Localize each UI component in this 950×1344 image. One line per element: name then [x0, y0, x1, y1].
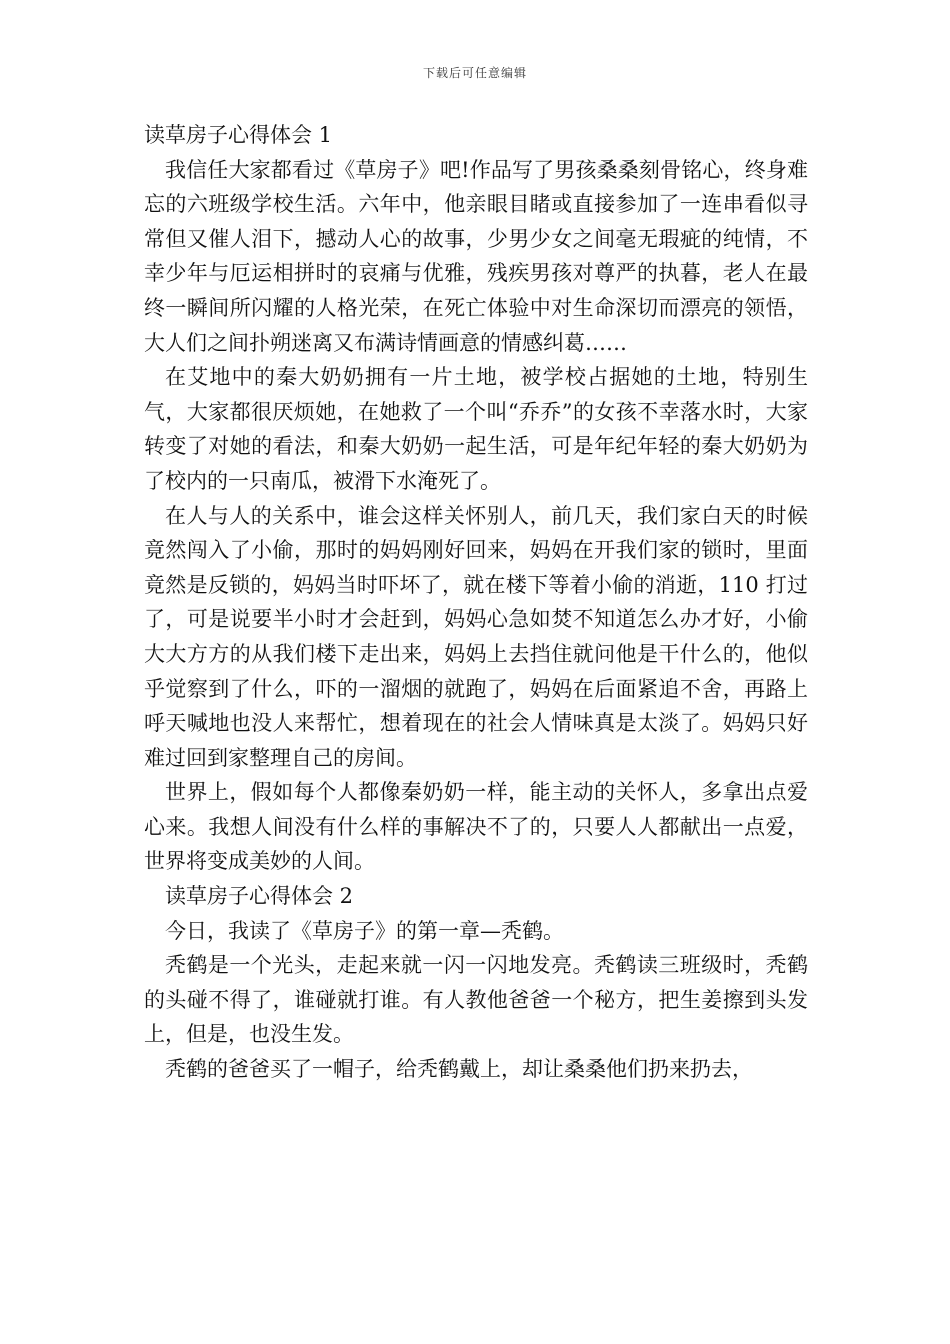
paragraph: 在人与人的关系中，谁会这样关怀别人，前几天，我们家白天的时候竟然闯入了小偷，那时的妈妈刚好回来，妈妈在开我们家的锁时，里面竟然是反锁的，妈妈当时吓坏了，就在楼下等着小偷的消逝，110 打过了，可是说要半小时才会赶到，妈妈心急如焚不知道怎么办才好，小偷大大方方的从我们楼下走出来，妈妈上去挡住就问他是干什么的，他似乎觉察到了什么，吓的一溜烟的就跑了，妈妈在后面紧追不舍，再路上呼天喊地也没人来帮忙，想着现在的社会人情味真是太淡了。妈妈只好难过回到家整理自己的房间。 — [144, 503, 808, 770]
section-title-1: 读草房子心得体会 1 — [144, 123, 333, 147]
paragraph: 秃鹤是一个光头，走起来就一闪一闪地发亮。秃鹤读三班级时，秃鹤的头碰不得了，谁碰就打谁。有人教他爸爸一个秘方，把生姜擦到头发上，但是，也没生发。 — [144, 953, 808, 1047]
paragraph: 我信任大家都看过《草房子》吧!作品写了男孩桑桑刻骨铭心，终身难忘的六班级学校生活。六年中，他亲眼目睹或直接参加了一连串看似寻常但又催人泪下，撼动人心的故事，少男少女之间毫无瑕疵的纯情，不幸少年与厄运相拼时的哀痛与优雅，残疾男孩对尊严的执暮，老人在最终一瞬间所闪耀的人格光荣，在死亡体验中对生命深切而漂亮的领悟，大人们之间扑朔迷离又布满诗情画意的情感纠葛…… — [144, 157, 808, 355]
page-header: 下载后可任意编辑 — [422, 66, 527, 80]
paragraph: 今日，我读了《草房子》的第一章—秃鹤。 — [165, 918, 564, 943]
paragraph: 在艾地中的秦大奶奶拥有一片土地，被学校占据她的土地，特别生气，大家都很厌烦她，在她救了一个叫“乔乔”的女孩不幸落水时，大家转变了对她的看法，和秦大奶奶一起生活，可是年纪年轻的秦大奶奶为了校内的一只南瓜，被滑下水淹死了。 — [144, 365, 808, 493]
paragraph: 秃鹤的爸爸买了一帽子，给秃鹤戴上，却让桑桑他们扔来扔去， — [165, 1057, 753, 1082]
paragraph: 世界上，假如每个人都像秦奶奶一样，能主动的关怀人，多拿出点爱心来。我想人间没有什么样的事解决不了的，只要人人都献出一点爱，世界将变成美妙的人间。 — [144, 780, 808, 874]
document-body — [144, 118, 808, 1087]
section-title-2: 读草房子心得体会 2 — [165, 884, 354, 909]
